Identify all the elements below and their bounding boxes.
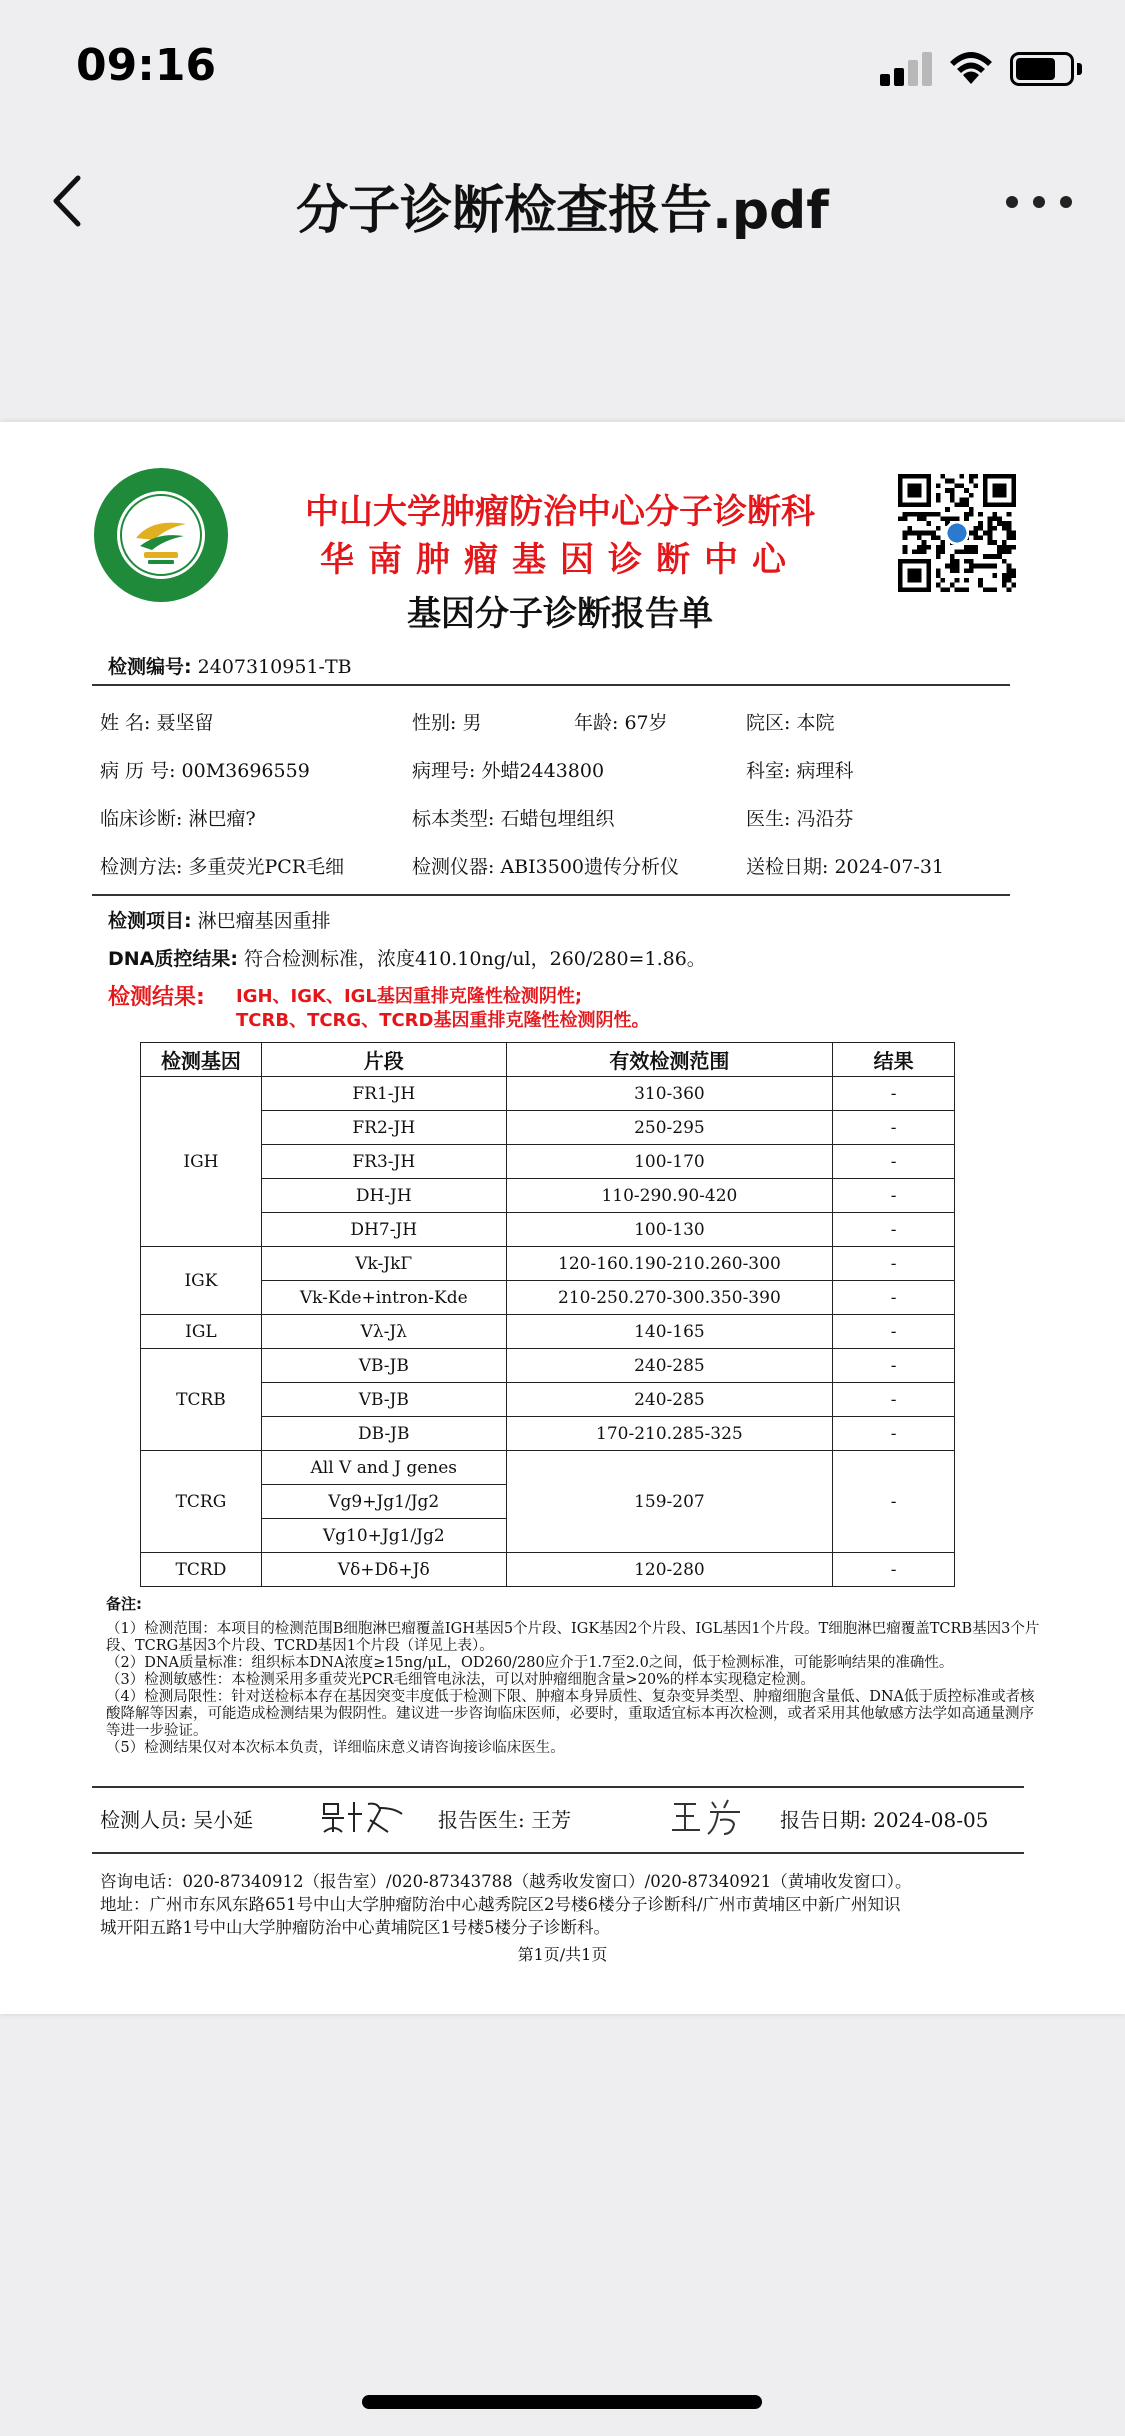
send-date-label: 送检日期: (746, 856, 829, 878)
diagnosis-label: 临床诊断: (100, 808, 183, 830)
range-cell: 110-290.90-420 (506, 1179, 833, 1213)
gender-label: 性别: (412, 712, 457, 734)
record-label: 病 历 号: (100, 760, 176, 782)
status-time: 09:16 (76, 40, 217, 91)
project-value: 淋巴瘤基因重排 (197, 910, 331, 932)
diagnosis-value: 淋巴瘤? (188, 808, 256, 830)
fragment-cell: All V and J genes (261, 1451, 506, 1485)
tester-name: 吴小延 (193, 1808, 254, 1832)
dna-qc-label: DNA质控结果: (108, 948, 238, 970)
age-value: 67岁 (624, 712, 668, 734)
report-doctor-name: 王芳 (531, 1808, 572, 1832)
result-cell: - (833, 1111, 955, 1145)
fragment-cell: FR2-JH (261, 1111, 506, 1145)
status-bar (0, 0, 1125, 140)
fragment-cell: DB-JB (261, 1417, 506, 1451)
specimen-value: 石蜡包埋组织 (500, 808, 615, 830)
dna-qc-value: 符合检测标准，浓度410.10ng/ul，260/280=1.86。 (244, 948, 706, 970)
gene-cell: IGL (141, 1315, 262, 1349)
table-row (141, 1315, 955, 1349)
record-value: 00M3696559 (181, 760, 310, 782)
result-table (140, 1042, 955, 1587)
tester-signature (318, 1794, 408, 1838)
result-cell: - (833, 1383, 955, 1417)
range-cell: 240-285 (506, 1383, 833, 1417)
note-item: （2）DNA质量标准：组织标本DNA浓度≥15ng/μL，OD260/280应介于1.7至2.0之间，低于检测标准，可能影响结果的准确性。 (106, 1655, 954, 1671)
report-title: 基因分子诊断报告单 (407, 594, 713, 634)
pathology-label: 病理号: (412, 760, 476, 782)
cellular-signal-icon (880, 52, 934, 86)
table-header: 片段 (261, 1043, 506, 1077)
table-header: 结果 (833, 1043, 955, 1077)
ellipsis-icon[interactable] (1006, 192, 1072, 212)
result-cell: - (833, 1451, 955, 1553)
result-cell: - (833, 1247, 955, 1281)
name-label: 姓 名: (100, 712, 151, 734)
report-date-label: 报告日期: (780, 1808, 867, 1832)
doctor-value: 冯沿芬 (796, 808, 854, 830)
range-cell: 100-130 (506, 1213, 833, 1247)
table-row (141, 1111, 955, 1145)
result-cell: - (833, 1145, 955, 1179)
instrument-label: 检测仪器: (412, 856, 495, 878)
fragment-cell: Vδ+Dδ+Jδ (261, 1553, 506, 1587)
fragment-cell: Vg10+Jg1/Jg2 (261, 1519, 506, 1553)
project-label: 检测项目: (108, 910, 192, 932)
send-date-value: 2024-07-31 (834, 856, 944, 878)
result-cell: - (833, 1417, 955, 1451)
table-header-row (141, 1043, 955, 1077)
table-row (141, 1077, 955, 1111)
fragment-cell: FR3-JH (261, 1145, 506, 1179)
method-value: 多重荧光PCR毛细 (188, 856, 345, 878)
contact-address: 地址：广州市东风东路651号中山大学肿瘤防治中心越秀院区2号楼6楼分子诊断科/广州市黄埔区中新广州知识 (100, 1895, 901, 1914)
note-item: （3）检测敏感性：本检测采用多重荧光PCR毛细管电泳法，可以对肿瘤细胞含量>20%的样本实现稳定检测。 (106, 1672, 815, 1688)
result-cell: - (833, 1213, 955, 1247)
range-cell: 240-285 (506, 1349, 833, 1383)
fragment-cell: VB-JB (261, 1349, 506, 1383)
pdf-page (0, 422, 1125, 2014)
doctor-signature (668, 1794, 748, 1838)
range-cell: 100-170 (506, 1145, 833, 1179)
result-cell: - (833, 1553, 955, 1587)
campus-label: 院区: (746, 712, 791, 734)
test-number-value: 2407310951-TB (197, 656, 352, 678)
result-cell: - (833, 1315, 955, 1349)
contact-info (100, 1870, 1030, 1939)
fragment-cell: Vk-JkΓ (261, 1247, 506, 1281)
contact-address: 城开阳五路1号中山大学肿瘤防治中心黄埔院区1号楼5楼分子诊断科。 (100, 1918, 610, 1937)
instrument-value: ABI3500遗传分析仪 (500, 856, 679, 878)
range-cell: 120-280 (506, 1553, 833, 1587)
method-label: 检测方法: (100, 856, 183, 878)
hospital-logo-icon (92, 466, 230, 604)
gene-cell: IGH (141, 1077, 262, 1247)
result-line1: IGH、IGK、IGL基因重排克隆性检测阴性; (236, 986, 583, 1007)
table-row (141, 1383, 955, 1417)
range-cell: 159-207 (506, 1451, 833, 1553)
battery-icon (1010, 52, 1082, 86)
result-cell: - (833, 1179, 955, 1213)
gene-cell: TCRD (141, 1553, 262, 1587)
range-cell: 170-210.285-325 (506, 1417, 833, 1451)
report-doctor-label: 报告医生: (438, 1808, 525, 1832)
table-row (141, 1247, 955, 1281)
navigation-bar (0, 140, 1125, 260)
notes-title: 备注: (106, 1595, 142, 1613)
range-cell: 250-295 (506, 1111, 833, 1145)
fragment-cell: VB-JB (261, 1383, 506, 1417)
test-number (108, 652, 352, 679)
table-row (141, 1213, 955, 1247)
fragment-cell: FR1-JH (261, 1077, 506, 1111)
note-item: （5）检测结果仅对本次标本负责，详细临床意义请咨询接诊临床医生。 (106, 1740, 565, 1756)
table-header: 检测基因 (141, 1043, 262, 1077)
page-title: 分子诊断检查报告.pdf (296, 181, 829, 241)
notes (106, 1596, 1046, 1757)
table-row (141, 1553, 955, 1587)
result-cell: - (833, 1349, 955, 1383)
home-indicator[interactable] (362, 2395, 762, 2409)
test-number-label: 检测编号: (108, 656, 192, 678)
table-row (141, 1451, 955, 1485)
wifi-icon (948, 48, 994, 86)
gene-cell: TCRG (141, 1451, 262, 1553)
contact-phone: 咨询电话：020-87340912（报告室）/020-87343788（越秀收发窗口）/020-87340921（黄埔收发窗口）。 (100, 1872, 912, 1891)
report-date-value: 2024-08-05 (873, 1808, 989, 1832)
dept-label: 科室: (746, 760, 791, 782)
range-cell: 210-250.270-300.350-390 (506, 1281, 833, 1315)
note-item: （1）检测范围：本项目的检测范围B细胞淋巴瘤覆盖IGH基因5个片段、IGK基因2个片段、IGL基因1个片段。T细胞淋巴瘤覆盖TCRB基因3个片段、TCRG基因3个片段、TCRD基因1个片段（详见上表）。 (106, 1621, 1040, 1654)
gene-cell: IGK (141, 1247, 262, 1315)
specimen-label: 标本类型: (412, 808, 495, 830)
table-row (141, 1417, 955, 1451)
age-label: 年龄: (574, 712, 619, 734)
note-item: （4）检测局限性：针对送检标本存在基因突变丰度低于检测下限、肿瘤本身异质性、复杂变异类型、肿瘤细胞含量低、DNA低于质控标准或者核酸降解等因素，可能造成检测结果为假阴性。建议进一步咨询临床医师，必要时，重取适宜标本再次检测，或者采用其他敏感方法学如高通量测序等进一步验证。 (106, 1689, 1035, 1739)
table-row (141, 1179, 955, 1213)
result-line2: TCRB、TCRG、TCRD基因重排克隆性检测阴性。 (236, 1010, 650, 1031)
range-cell: 140-165 (506, 1315, 833, 1349)
fragment-cell: DH-JH (261, 1179, 506, 1213)
range-cell: 310-360 (506, 1077, 833, 1111)
tester-label: 检测人员: (100, 1808, 187, 1832)
chevron-left-icon[interactable] (40, 166, 100, 236)
fragment-cell: Vk-Kde+intron-Kde (261, 1281, 506, 1315)
range-cell: 120-160.190-210.260-300 (506, 1247, 833, 1281)
table-row (141, 1145, 955, 1179)
page-number: 第1页/共1页 (517, 1945, 608, 1964)
gene-cell: TCRB (141, 1349, 262, 1451)
result-label: 检测结果: (108, 985, 205, 1010)
qr-code-icon (898, 474, 1016, 592)
fragment-cell: Vλ-Jλ (261, 1315, 506, 1349)
name-value: 聂坚留 (156, 712, 214, 734)
fragment-cell: DH7-JH (261, 1213, 506, 1247)
fragment-cell: Vg9+Jg1/Jg2 (261, 1485, 506, 1519)
header-line2: 华南肿瘤基因诊断中心 (320, 540, 800, 580)
result-cell: - (833, 1077, 955, 1111)
table-row (141, 1281, 955, 1315)
result-cell: - (833, 1281, 955, 1315)
header-line1: 中山大学肿瘤防治中心分子诊断科 (305, 492, 815, 532)
doctor-label: 医生: (746, 808, 791, 830)
gender-value: 男 (462, 712, 482, 734)
table-header: 有效检测范围 (506, 1043, 833, 1077)
pathology-value: 外蜡2443800 (481, 760, 605, 782)
dept-value: 病理科 (796, 760, 854, 782)
table-row (141, 1349, 955, 1383)
campus-value: 本院 (796, 712, 835, 734)
